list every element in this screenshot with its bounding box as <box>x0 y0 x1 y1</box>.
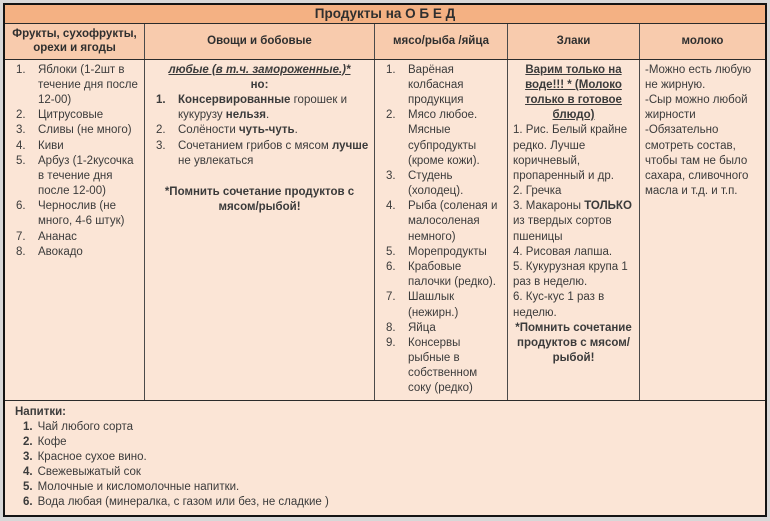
list-number: 1. <box>156 94 166 107</box>
list-item <box>378 290 504 320</box>
text-run: Консервы рыбные в собственном соку (редко) <box>408 336 478 395</box>
text-paragraph <box>645 123 760 199</box>
text-run: Сливы (не много) <box>38 124 132 137</box>
list-number: 2. <box>386 109 396 122</box>
drink-text: Кофе <box>37 435 67 448</box>
list-item <box>8 63 141 109</box>
text-paragraph <box>150 78 369 93</box>
list-item-text <box>408 199 504 245</box>
list-number: 4. <box>16 139 26 152</box>
list-item-text <box>178 93 371 123</box>
text-run: Чернослив (не много, 4-6 штук) <box>38 200 125 228</box>
drinks-title: Напитки: <box>15 405 67 418</box>
list-item-text <box>408 63 504 109</box>
list-item <box>8 230 141 245</box>
text-run: 3. Макароны <box>513 200 585 213</box>
list-number: 3. <box>16 124 26 137</box>
text-run: не увлекаться <box>178 154 254 167</box>
column-cell-meat-fish-eggs <box>375 60 508 400</box>
list-item-text <box>38 230 141 245</box>
drink-item <box>15 466 755 478</box>
text-run: Консервированные <box>178 94 291 107</box>
list-item <box>378 321 504 336</box>
list-item-text <box>38 139 141 154</box>
drinks-list <box>15 421 755 508</box>
drink-number: 1. <box>23 420 33 433</box>
list-item-text <box>178 123 371 138</box>
drink-number: 4. <box>23 465 33 478</box>
table-body-row <box>5 60 765 401</box>
list-item <box>148 139 371 169</box>
column-header-meat-fish-eggs: мясо/рыба /яйца <box>375 24 508 59</box>
list-item-text <box>178 139 371 169</box>
drink-number: 2. <box>23 435 33 448</box>
column-header-vegetables: Овощи и бобовые <box>145 24 375 59</box>
list-item <box>378 260 504 290</box>
list-item-text <box>38 108 141 123</box>
drink-number: 3. <box>23 450 33 463</box>
text-paragraph <box>513 199 634 245</box>
column-cell-vegetables <box>145 60 375 400</box>
text-paragraph <box>513 260 634 290</box>
list-item <box>378 245 504 260</box>
drink-item <box>15 421 755 433</box>
drink-text: Вода любая (минералка, с газом или без, не сладкие ) <box>37 495 329 508</box>
list-item <box>8 108 141 123</box>
text-run: -Обязательно смотреть состав, чтобы там не было сахара, сливочного масла и т.д. и т.п. <box>645 124 749 198</box>
list-number: 5. <box>386 245 396 258</box>
drink-item <box>15 481 755 493</box>
column-cell-grains <box>508 60 640 400</box>
list-number: 9. <box>386 336 396 349</box>
list-item-text <box>408 169 504 199</box>
text-paragraph <box>150 63 369 78</box>
text-paragraph <box>150 185 369 215</box>
text-run: Шашлык (нежирн.) <box>408 291 459 319</box>
text-run: Яблоки (1-2шт в течение дня после 12-00) <box>38 63 138 107</box>
text-run: Морепродукты <box>408 245 487 258</box>
list-item <box>8 154 141 200</box>
list-number: 5. <box>16 154 26 167</box>
drink-item <box>15 436 755 448</box>
drink-text: Молочные и кисломолочные напитки. <box>37 480 240 493</box>
text-run: 4. Рисовая лапша. <box>513 245 613 258</box>
text-run: 5. Кукурузная крупа 1 раз в неделю. <box>513 260 628 289</box>
text-run: из твердых сортов пшеницы <box>513 215 612 243</box>
list-number: 6. <box>386 260 396 273</box>
text-run: Варёная колбасная продукция <box>408 63 464 107</box>
text-run: Студень (холодец). <box>408 169 464 198</box>
list-number: 8. <box>386 321 396 334</box>
list-item <box>378 199 504 245</box>
list-number: 7. <box>386 291 396 304</box>
list-number: 7. <box>16 230 26 243</box>
drink-item <box>15 451 755 463</box>
list-item <box>8 123 141 138</box>
text-run: Сочетанием грибов с мясом <box>178 139 333 152</box>
list-item <box>378 336 504 397</box>
list-number: 4. <box>386 200 396 213</box>
list-number: 3. <box>156 139 166 152</box>
text-run: Варим только на воде!!! * (Молоко только в готовое блюдо) <box>525 63 622 122</box>
table-header-row <box>5 24 765 60</box>
drink-number: 6. <box>23 495 33 508</box>
text-run: ТОЛЬКО <box>584 200 632 213</box>
text-run: но: <box>250 78 269 91</box>
list-number: 1. <box>16 63 26 76</box>
list-item <box>378 169 504 199</box>
text-run: 2. Гречка <box>513 185 562 198</box>
drink-number: 5. <box>23 480 33 493</box>
text-run: Цитрусовые <box>38 109 104 122</box>
text-run: Арбуз (1-2кусочка в течение дня после 12-00) <box>38 154 134 198</box>
text-run: лучше <box>332 139 369 152</box>
text-run: Солёности <box>178 124 239 137</box>
list-item-text <box>38 63 141 109</box>
text-paragraph <box>513 184 634 199</box>
text-paragraph <box>513 290 634 320</box>
text-run: Ананас <box>38 230 77 243</box>
text-run: *Помнить сочетание продуктов с мясом/рыбой! <box>164 185 355 214</box>
spacer <box>148 169 371 185</box>
drink-text: Свежевыжатый сок <box>37 465 141 478</box>
list-item-text <box>408 321 504 336</box>
list-number: 2. <box>16 109 26 122</box>
drink-text: Красное сухое вино. <box>37 450 147 463</box>
text-run: *Помнить сочетание продуктов с мясом/рыбой! <box>515 321 632 365</box>
text-run: . <box>265 109 270 122</box>
list-item-text <box>38 199 141 229</box>
list-item-text <box>408 290 504 320</box>
list-item-text <box>408 336 504 397</box>
text-run: . <box>294 124 298 137</box>
column-header-grains: Злаки <box>508 24 640 59</box>
list-number: 3. <box>386 169 396 182</box>
column-cell-fruits <box>5 60 145 400</box>
list-item <box>148 93 371 123</box>
list-number: 1. <box>386 63 396 76</box>
list-item <box>148 123 371 138</box>
text-run: -Сыр можно любой жирности <box>645 94 748 122</box>
table-title: Продукты на О Б Е Д <box>5 5 765 24</box>
column-cell-milk <box>640 60 765 400</box>
text-paragraph <box>645 93 760 123</box>
list-item-text <box>408 245 504 260</box>
list-item <box>378 63 504 109</box>
list-number: 8. <box>16 245 26 258</box>
list-item-text <box>38 245 141 260</box>
list-number: 2. <box>156 124 166 137</box>
column-header-fruits: Фрукты, сухофрукты, орехи и ягоды <box>5 24 145 59</box>
text-run: нельзя <box>225 109 266 122</box>
lunch-products-table <box>3 3 767 517</box>
list-item-text <box>38 154 141 200</box>
text-paragraph <box>513 245 634 260</box>
list-item-text <box>408 108 504 169</box>
text-paragraph <box>645 63 760 93</box>
list-item <box>8 245 141 260</box>
text-run: -Можно есть любую не жирную. <box>645 63 752 91</box>
text-run: 6. Кус-кус 1 раз в неделю. <box>513 291 605 319</box>
list-item-text <box>408 260 504 290</box>
text-run: 1. Рис. Белый крайне редко. Лучше коричневый, пропаренный и др. <box>513 124 628 182</box>
text-run: чуть-чуть <box>238 124 295 137</box>
text-paragraph <box>513 63 634 124</box>
text-run: Авокадо <box>38 245 83 258</box>
drink-item <box>15 496 755 508</box>
column-header-milk: молоко <box>681 35 724 48</box>
text-paragraph <box>513 321 634 367</box>
text-run: Рыба (соленая и малосоленая немного) <box>408 200 498 243</box>
list-item <box>8 199 141 229</box>
drinks-section <box>5 401 765 515</box>
text-run: любые (в т.ч. замороженные.)* <box>168 63 351 76</box>
text-run: Крабовые палочки (редко). <box>408 260 496 289</box>
text-run: Мясо любое. Мясные субпродукты (кроме кожи). <box>408 109 480 167</box>
text-run: Киви <box>38 139 64 152</box>
list-item <box>378 108 504 169</box>
list-item-text <box>38 123 141 138</box>
list-item <box>8 139 141 154</box>
text-run: Яйца <box>408 321 436 334</box>
text-run: горошек и кукурузу <box>178 94 348 122</box>
drink-text: Чай любого сорта <box>37 420 134 433</box>
list-number: 6. <box>16 200 26 213</box>
text-paragraph <box>513 123 634 184</box>
